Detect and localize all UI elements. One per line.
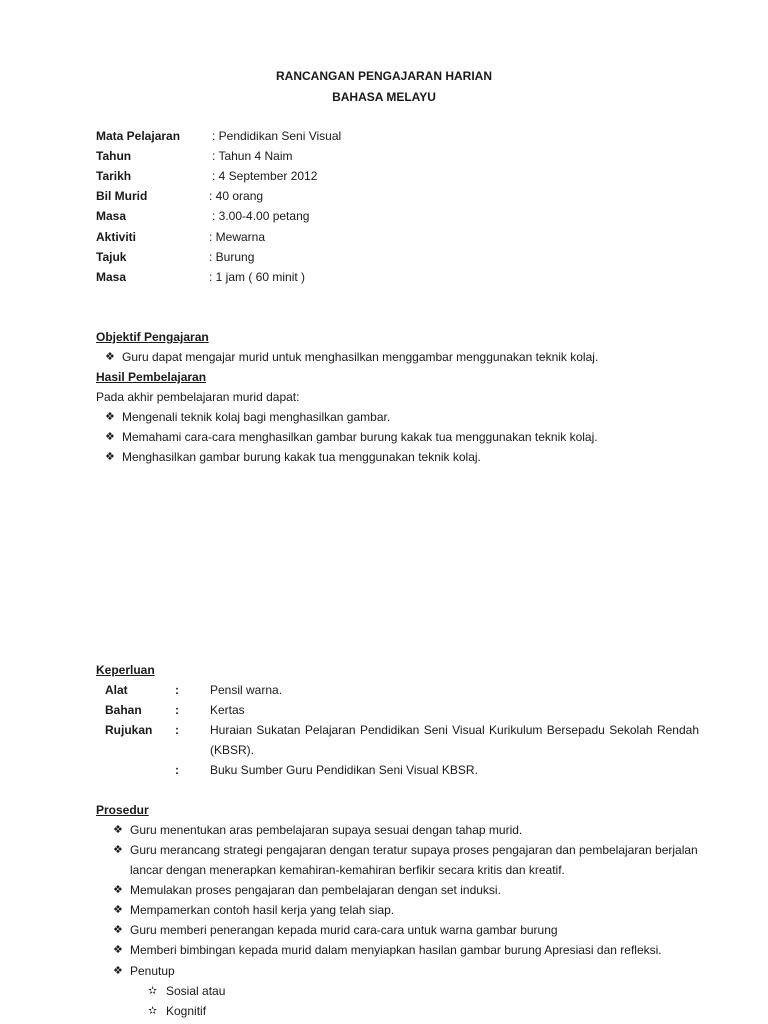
alat-value: Pensil warna.	[210, 683, 283, 697]
objektif-heading: Objektif Pengajaran	[96, 330, 209, 344]
info-value: : Tahun 4 Naim	[212, 149, 293, 163]
info-label: Tahun	[96, 149, 132, 163]
info-value: : Burung	[209, 250, 255, 264]
info-label: Aktiviti	[96, 230, 137, 244]
bahan-colon: :	[175, 703, 179, 717]
info-label: Tarikh	[96, 169, 132, 183]
diamond-bullet-icon: ❖	[105, 451, 115, 463]
diamond-bullet-icon: ❖	[113, 824, 123, 836]
prosedur-heading: Prosedur	[96, 803, 149, 817]
info-value: : 4 September 2012	[212, 169, 318, 183]
diamond-bullet-icon: ❖	[105, 411, 115, 423]
document-page: RANCANGAN PENGAJARAN HARIAN BAHASA MELAYU Mata Pelajaran : Pendidikan Seni Visual Tahun : Tahun 4 Naim Tarikh : 4 September 2012 Bil Murid : 40 orang Masa : 3.00-4.00 petang Aktiviti : Mewarna Tajuk : Burung Masa : 1 jam ( 60 minit ) Objektif Pengajaran ❖ Guru dapat mengajar murid untuk menghasilkan menggambar menggunakan teknik kolaj. Hasil Pembelajaran Pada akhir pembelajaran murid dapat: ❖ Mengenali teknik kolaj bagi menghasilkan gambar. ❖ Memahami cara-cara menghasilkan gambar burung kakak tua menggunakan teknik kolaj. ❖ Menghasilkan gambar burung kakak tua menggunakan teknik kolaj. Keperluan Alat : Pensil warna. Bahan : Kertas Rujukan : Huraian Sukatan Pelajaran Pendidikan Seni Visual Kurikulum Bersepadu Sekolah Rendah (KBSR). : Buku Sumber Guru Pendidikan Seni Visual KBSR. Prosedur ❖ Guru menentukan aras pembelajaran supaya sesuai dengan tahap murid. ❖ Guru merancang strategi pengajaran dengan teratur supaya proses pengajaran dan pembelajaran berjalan lancar dengan menerapkan kemahiran-kemahiran berfikir secara kritis dan kreatif. ❖ Memulakan proses pengajaran dan pembelajaran dengan set induksi. ❖ Mempamerkan contoh hasil kerja yang telah siap. ❖ Guru memberi penerangan kepada murid cara-cara untuk warna gambar burung ❖ Memberi bimbingan kepada murid dalam menyiapkan hasilan gambar burung Apresiasi dan refleksi. ❖ Penutup ✫ Sosial atau ✫ Kognitif	[0, 0, 768, 1024]
prosedur-item-2-line-1: Guru merancang strategi pengajaran dengan teratur supaya proses pengajaran dan pembelajaran berjalan	[130, 843, 698, 857]
diamond-bullet-icon: ❖	[105, 351, 115, 363]
hasil-intro: Pada akhir pembelajaran murid dapat:	[96, 390, 300, 404]
diamond-bullet-icon: ❖	[113, 884, 123, 896]
diamond-bullet-icon: ❖	[113, 944, 123, 956]
info-value: : 3.00-4.00 petang	[212, 209, 310, 223]
alat-colon: :	[175, 683, 179, 697]
hasil-heading: Hasil Pembelajaran	[96, 370, 207, 384]
star-bullet-icon: ✫	[148, 1005, 158, 1017]
prosedur-item-2-line-2: lancar dengan menerapkan kemahiran-kemahiran berfikir secara kritis dan kreatif.	[130, 863, 565, 877]
rujukan-value-2: Buku Sumber Guru Pendidikan Seni Visual KBSR.	[210, 763, 478, 777]
bahan-label: Bahan	[105, 703, 142, 717]
alat-label: Alat	[105, 683, 128, 697]
rujukan-line-1: Huraian Sukatan Pelajaran Pendidikan Seni Visual Kurikulum Bersepadu Sekolah Rendah	[210, 723, 699, 737]
info-value: : 40 orang	[209, 189, 264, 203]
document-title: RANCANGAN PENGAJARAN HARIAN	[275, 69, 492, 83]
rujukan-line-2: (KBSR).	[210, 743, 255, 757]
bahan-value: Kertas	[210, 703, 245, 717]
rujukan-label: Rujukan	[105, 723, 153, 737]
star-bullet-icon: ✫	[148, 985, 158, 997]
info-value: : Mewarna	[209, 230, 266, 244]
info-label: Bil Murid	[96, 189, 148, 203]
rujukan-colon: :	[175, 723, 179, 737]
diamond-bullet-icon: ❖	[113, 965, 123, 977]
info-label: Mata Pelajaran	[96, 129, 181, 143]
document-subtitle: BAHASA MELAYU	[332, 90, 436, 104]
info-label: Tajuk	[96, 250, 127, 264]
rujukan-colon-2: :	[175, 763, 179, 777]
info-value: : 1 jam ( 60 minit )	[209, 270, 306, 284]
diamond-bullet-icon: ❖	[113, 924, 123, 936]
info-label: Masa	[96, 209, 127, 223]
keperluan-heading: Keperluan	[96, 663, 155, 677]
diamond-bullet-icon: ❖	[113, 904, 123, 916]
diamond-bullet-icon: ❖	[113, 844, 123, 856]
info-label: Masa	[96, 270, 127, 284]
info-value: : Pendidikan Seni Visual	[212, 129, 342, 143]
diamond-bullet-icon: ❖	[105, 431, 115, 443]
